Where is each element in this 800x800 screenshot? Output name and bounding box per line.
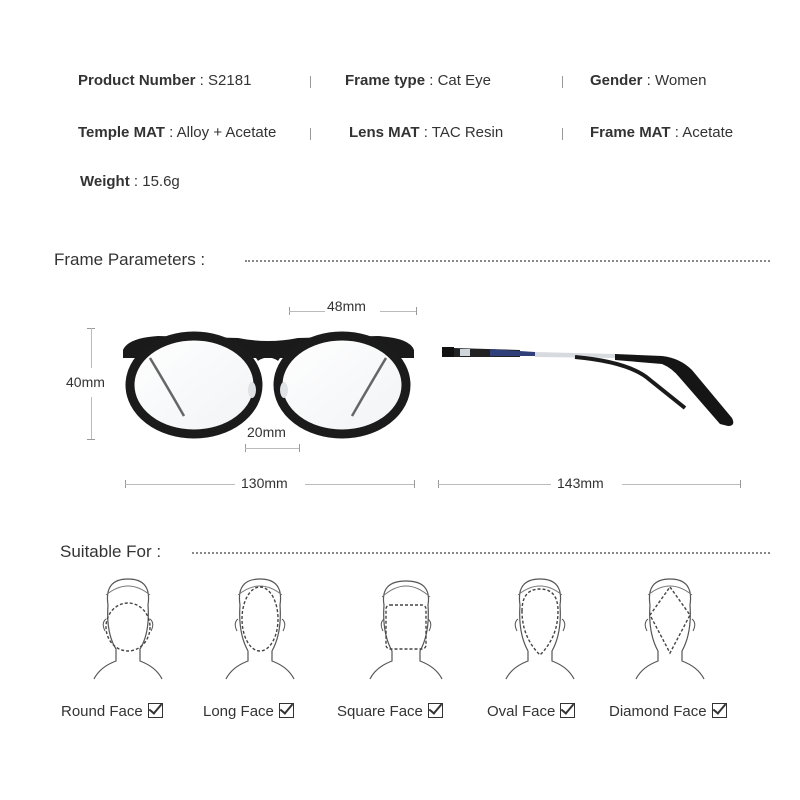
spec-key: Gender xyxy=(590,72,643,89)
dimension-line xyxy=(289,311,325,312)
dimension-line xyxy=(622,484,740,485)
suitable-for-title: Suitable For : xyxy=(60,542,162,561)
dimension-tick xyxy=(740,480,741,488)
checkbox-checked-icon xyxy=(428,703,443,718)
divider xyxy=(310,76,311,88)
spec-frame-mat: Frame MAT : Acetate xyxy=(590,124,734,141)
divider xyxy=(562,76,563,88)
checkbox-checked-icon xyxy=(712,703,727,718)
face-label: Diamond Face xyxy=(609,703,707,720)
temple-length-label: 143mm xyxy=(557,475,604,491)
spec-value: Women xyxy=(655,72,707,89)
spec-frame-type: Frame type : Cat Eye xyxy=(345,72,491,89)
divider xyxy=(562,128,563,140)
oval-face-icon xyxy=(500,575,580,685)
spec-gender: Gender : Women xyxy=(590,72,707,89)
dimension-tick xyxy=(87,439,95,440)
dimension-line xyxy=(91,397,92,439)
dimension-tick xyxy=(299,444,300,452)
spec-value: Alloy + Acetate xyxy=(176,124,277,141)
divider xyxy=(310,128,311,140)
spec-key: Product Number xyxy=(78,72,196,89)
dimension-tick xyxy=(414,480,415,488)
checkbox-checked-icon xyxy=(560,703,575,718)
face-label: Long Face xyxy=(203,703,274,720)
long-face-icon xyxy=(220,575,300,685)
frame-parameters-title: Frame Parameters : xyxy=(54,250,206,269)
lens-height-label: 40mm xyxy=(66,374,105,390)
face-option-square xyxy=(337,703,443,720)
spec-value: 15.6g xyxy=(142,173,180,190)
dimension-line xyxy=(245,448,299,449)
face-label: Oval Face xyxy=(487,703,556,720)
dimension-line xyxy=(125,484,235,485)
spec-temple-mat: Temple MAT : Alloy + Acetate xyxy=(78,124,277,141)
face-option-round xyxy=(61,703,163,720)
bridge-width-label: 20mm xyxy=(247,424,286,440)
spec-value: TAC Resin xyxy=(431,124,504,141)
face-label: Square Face xyxy=(337,703,423,720)
spec-lens-mat: Lens MAT : TAC Resin xyxy=(349,124,504,141)
spec-key: Temple MAT xyxy=(78,124,165,141)
spec-key: Lens MAT xyxy=(349,124,420,141)
dimension-line xyxy=(91,328,92,368)
spec-value: S2181 xyxy=(208,72,252,89)
spec-key: Weight xyxy=(80,173,130,190)
face-option-diamond xyxy=(609,703,727,720)
dimension-tick xyxy=(416,307,417,315)
spec-value: Cat Eye xyxy=(437,72,491,89)
dotted-divider xyxy=(245,260,770,262)
dimension-line xyxy=(305,484,414,485)
glasses-side-icon xyxy=(440,340,740,435)
spec-key: Frame type xyxy=(345,72,426,89)
checkbox-checked-icon xyxy=(279,703,294,718)
checkbox-checked-icon xyxy=(148,703,163,718)
square-face-icon xyxy=(366,575,446,685)
spec-weight: Weight : 15.6g xyxy=(80,173,180,190)
spec-key: Frame MAT xyxy=(590,124,671,141)
face-option-oval xyxy=(487,703,575,720)
dotted-divider xyxy=(192,552,770,554)
dimension-line xyxy=(438,484,551,485)
face-label: Round Face xyxy=(61,703,143,720)
round-face-icon xyxy=(88,575,168,685)
frame-width-label: 130mm xyxy=(241,475,288,491)
spec-value: Acetate xyxy=(682,124,734,141)
diamond-face-icon xyxy=(630,575,710,685)
face-option-long xyxy=(203,703,294,720)
dimension-line xyxy=(380,311,416,312)
spec-product-number: Product Number : S2181 xyxy=(78,72,252,89)
lens-width-label: 48mm xyxy=(327,298,366,314)
